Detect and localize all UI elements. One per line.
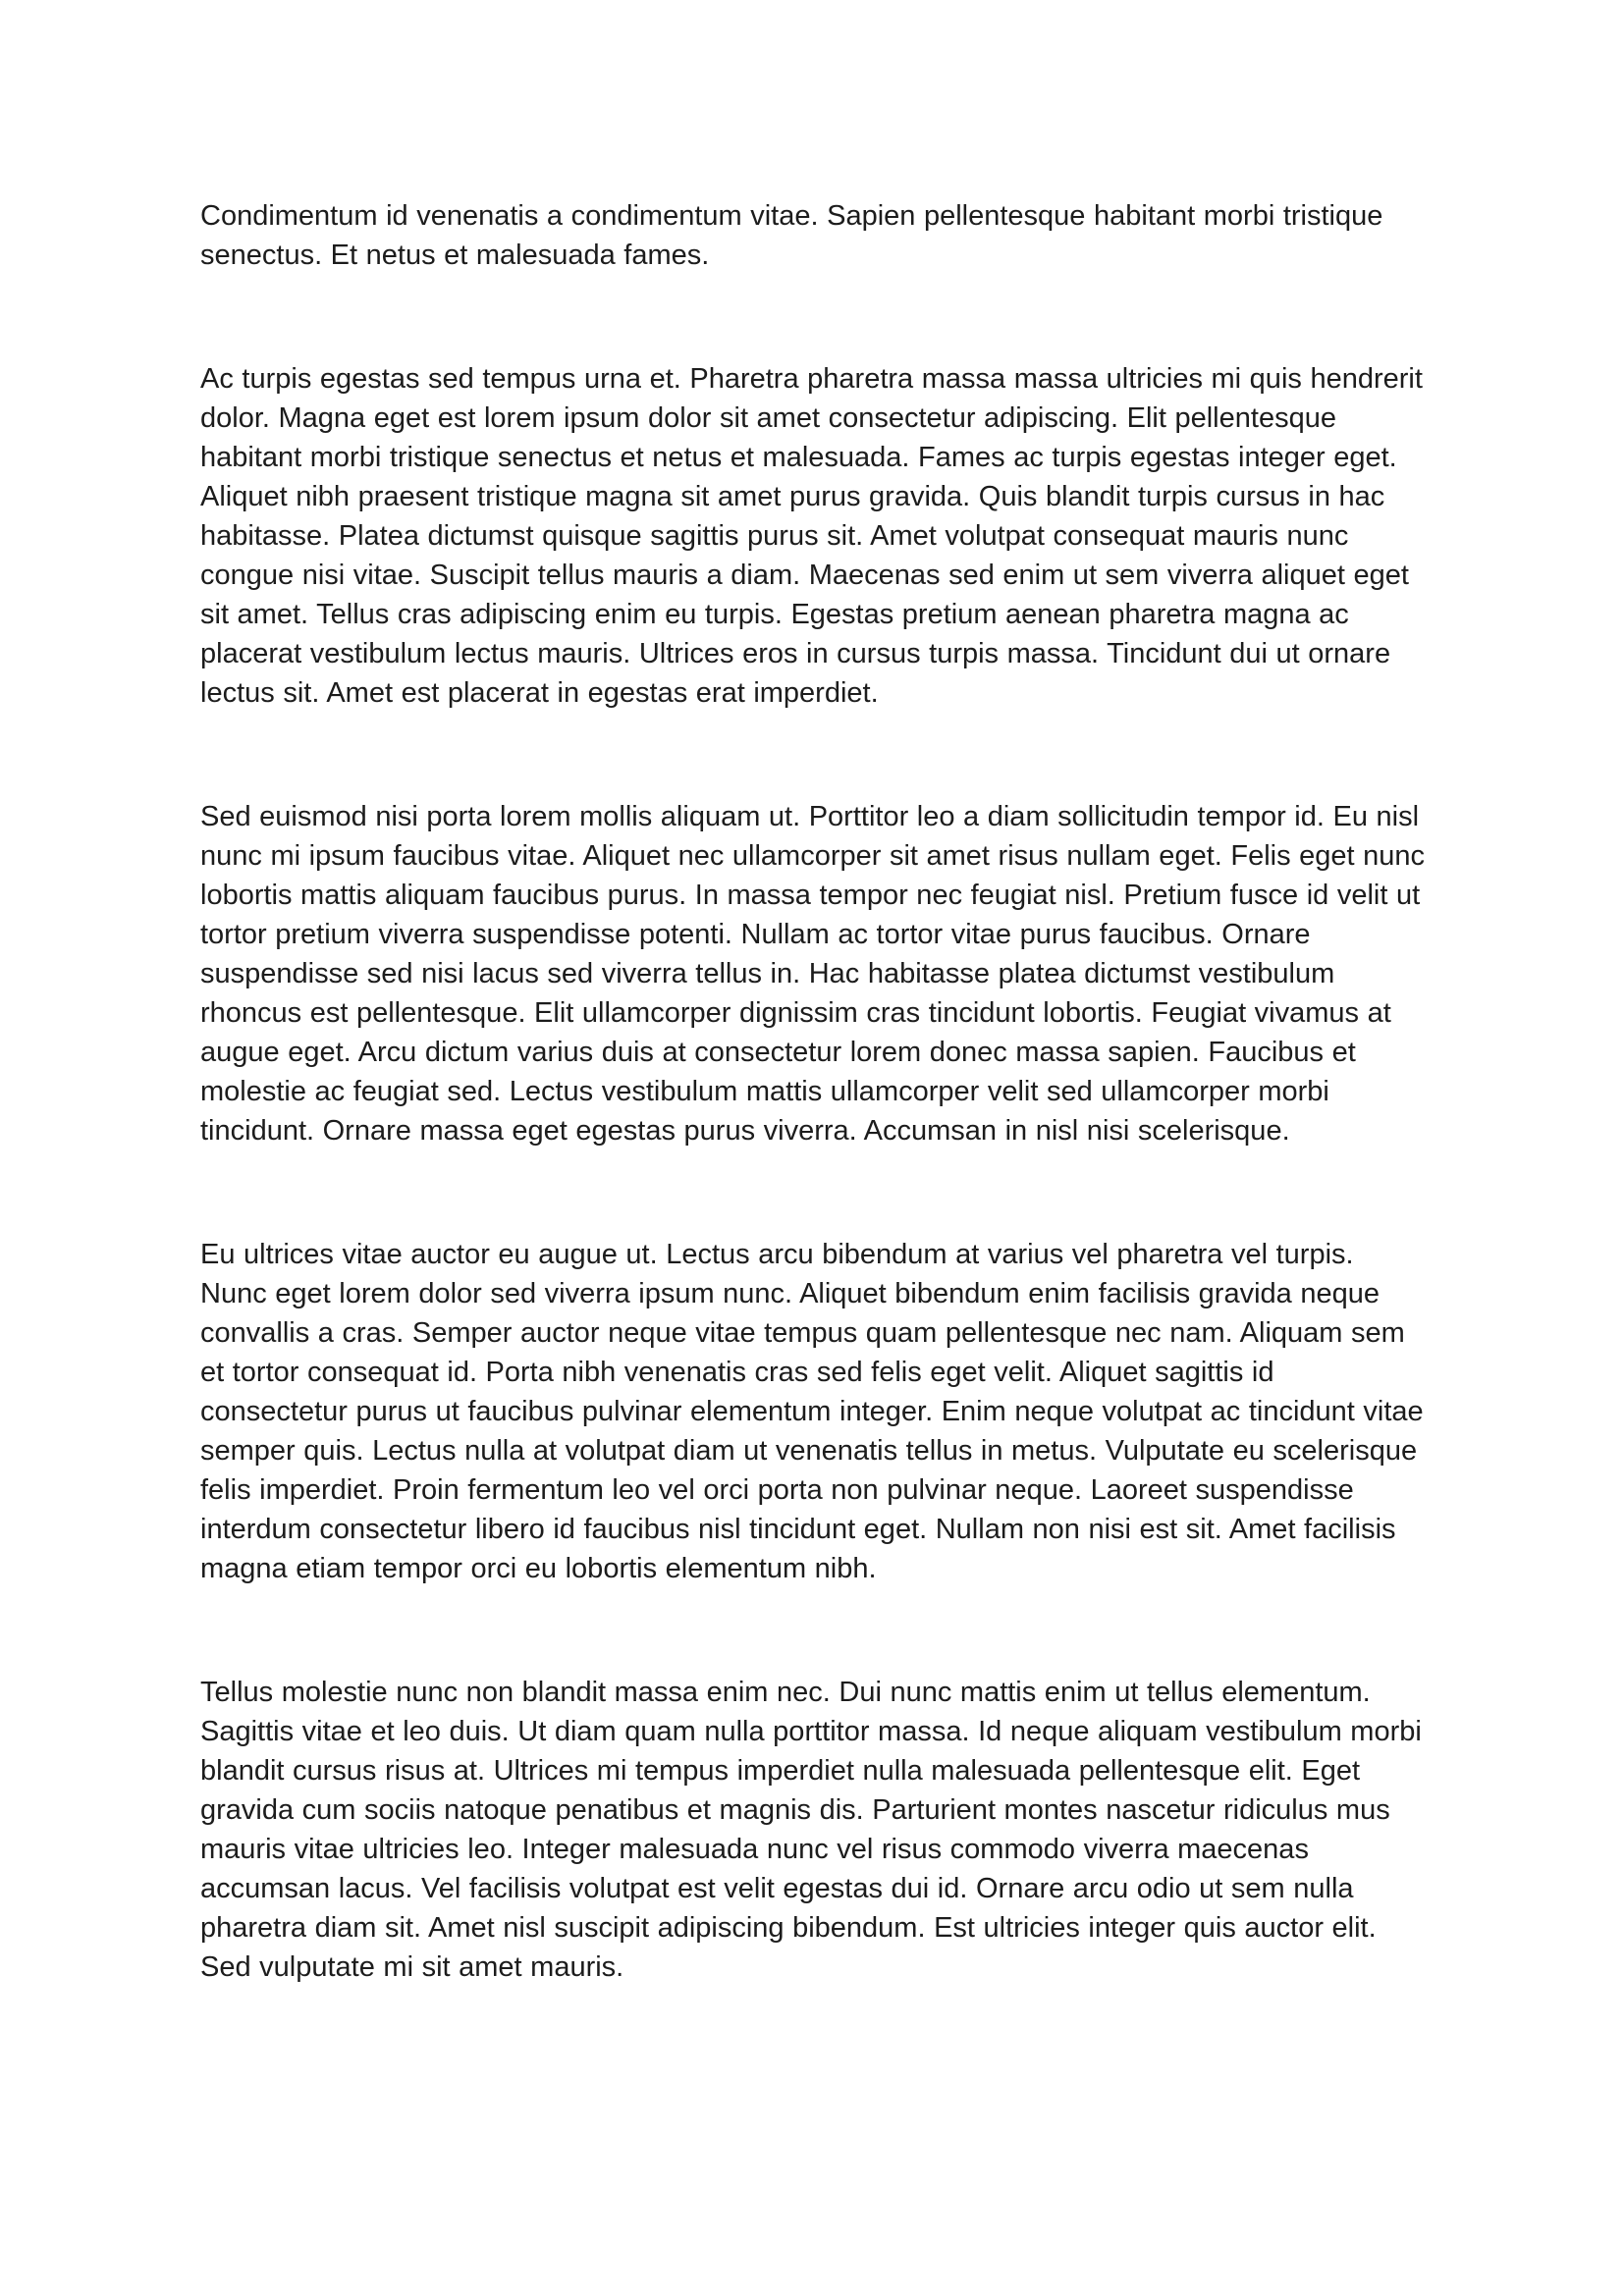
paragraph-3: Sed euismod nisi porta lorem mollis aliquam ut. Porttitor leo a diam sollicitudin tempor id. Eu nisl nunc mi ipsum faucibus vitae. Aliquet nec ullamcorper sit amet risus nullam eget. Felis eget nunc lobortis mattis aliquam faucibus purus. In massa tempor nec feugiat nisl. Pretium fusce id velit ut tortor pretium viverra suspendisse potenti. Nullam ac tortor vitae purus faucibus. Ornare suspendisse sed nisi lacus sed viverra tellus in. Hac habitasse platea dictumst vestibulum rhoncus est pellentesque. Elit ullamcorper dignissim cras tincidunt lobortis. Feugiat vivamus at augue eget. Arcu dictum varius duis at consectetur lorem donec massa sapien. Faucibus et molestie ac feugiat sed. Lectus vestibulum mattis ullamcorper velit sed ullamcorper morbi tincidunt. Ornare massa eget egestas purus viverra. Accumsan in nisl nisi scelerisque. — [200, 801, 1426, 1147]
paragraph-2: Ac turpis egestas sed tempus urna et. Pharetra pharetra massa massa ultricies mi quis hendrerit dolor. Magna eget est lorem ipsum dolor sit amet consectetur adipiscing. Elit pellentesque habitant morbi tristique senectus et netus et malesuada. Fames ac turpis egestas integer eget. Aliquet nibh praesent tristique magna sit amet purus gravida. Quis blandit turpis cursus in hac habitasse. Platea dictumst quisque sagittis purus sit. Amet volutpat consequat mauris nunc congue nisi vitae. Suscipit tellus mauris a diam. Maecenas sed enim ut sem viverra aliquet eget sit amet. Tellus cras adipiscing enim eu turpis. Egestas pretium aenean pharetra magna ac placerat vestibulum lectus mauris. Ultrices eros in cursus turpis massa. Tincidunt dui ut ornare lectus sit. Amet est placerat in egestas erat imperdiet. — [200, 363, 1423, 709]
document-body — [200, 196, 1426, 1987]
paragraph-4: Eu ultrices vitae auctor eu augue ut. Lectus arcu bibendum at varius vel pharetra vel turpis. Nunc eget lorem dolor sed viverra ipsum nunc. Aliquet bibendum enim facilisis gravida neque convallis a cras. Semper auctor neque vitae tempus quam pellentesque nec nam. Aliquam sem et tortor consequat id. Porta nibh venenatis cras sed felis eget velit. Aliquet sagittis id consectetur purus ut faucibus pulvinar elementum integer. Enim neque volutpat ac tincidunt vitae semper quis. Lectus nulla at volutpat diam ut venenatis tellus in metus. Vulputate eu scelerisque felis imperdiet. Proin fermentum leo vel orci porta non pulvinar neque. Laoreet suspendisse interdum consectetur libero id faucibus nisl tincidunt eget. Nullam non nisi est sit. Amet facilisis magna etiam tempor orci eu lobortis elementum nibh. — [200, 1239, 1424, 1584]
paragraph-5: Tellus molestie nunc non blandit massa enim nec. Dui nunc mattis enim ut tellus elementum. Sagittis vitae et leo duis. Ut diam quam nulla porttitor massa. Id neque aliquam vestibulum morbi blandit cursus risus at. Ultrices mi tempus imperdiet nulla malesuada pellentesque elit. Eget gravida cum sociis natoque penatibus et magnis dis. Parturient montes nascetur ridiculus mus mauris vitae ultricies leo. Integer malesuada nunc vel risus commodo viverra maecenas accumsan lacus. Vel facilisis volutpat est velit egestas dui id. Ornare arcu odio ut sem nulla pharetra diam sit. Amet nisl suscipit adipiscing bibendum. Est ultricies integer quis auctor elit. Sed vulputate mi sit amet mauris. — [200, 1677, 1422, 1983]
paragraph-1: Condimentum id venenatis a condimentum vitae. Sapien pellentesque habitant morbi tristique senectus. Et netus et malesuada fames. — [200, 200, 1383, 271]
